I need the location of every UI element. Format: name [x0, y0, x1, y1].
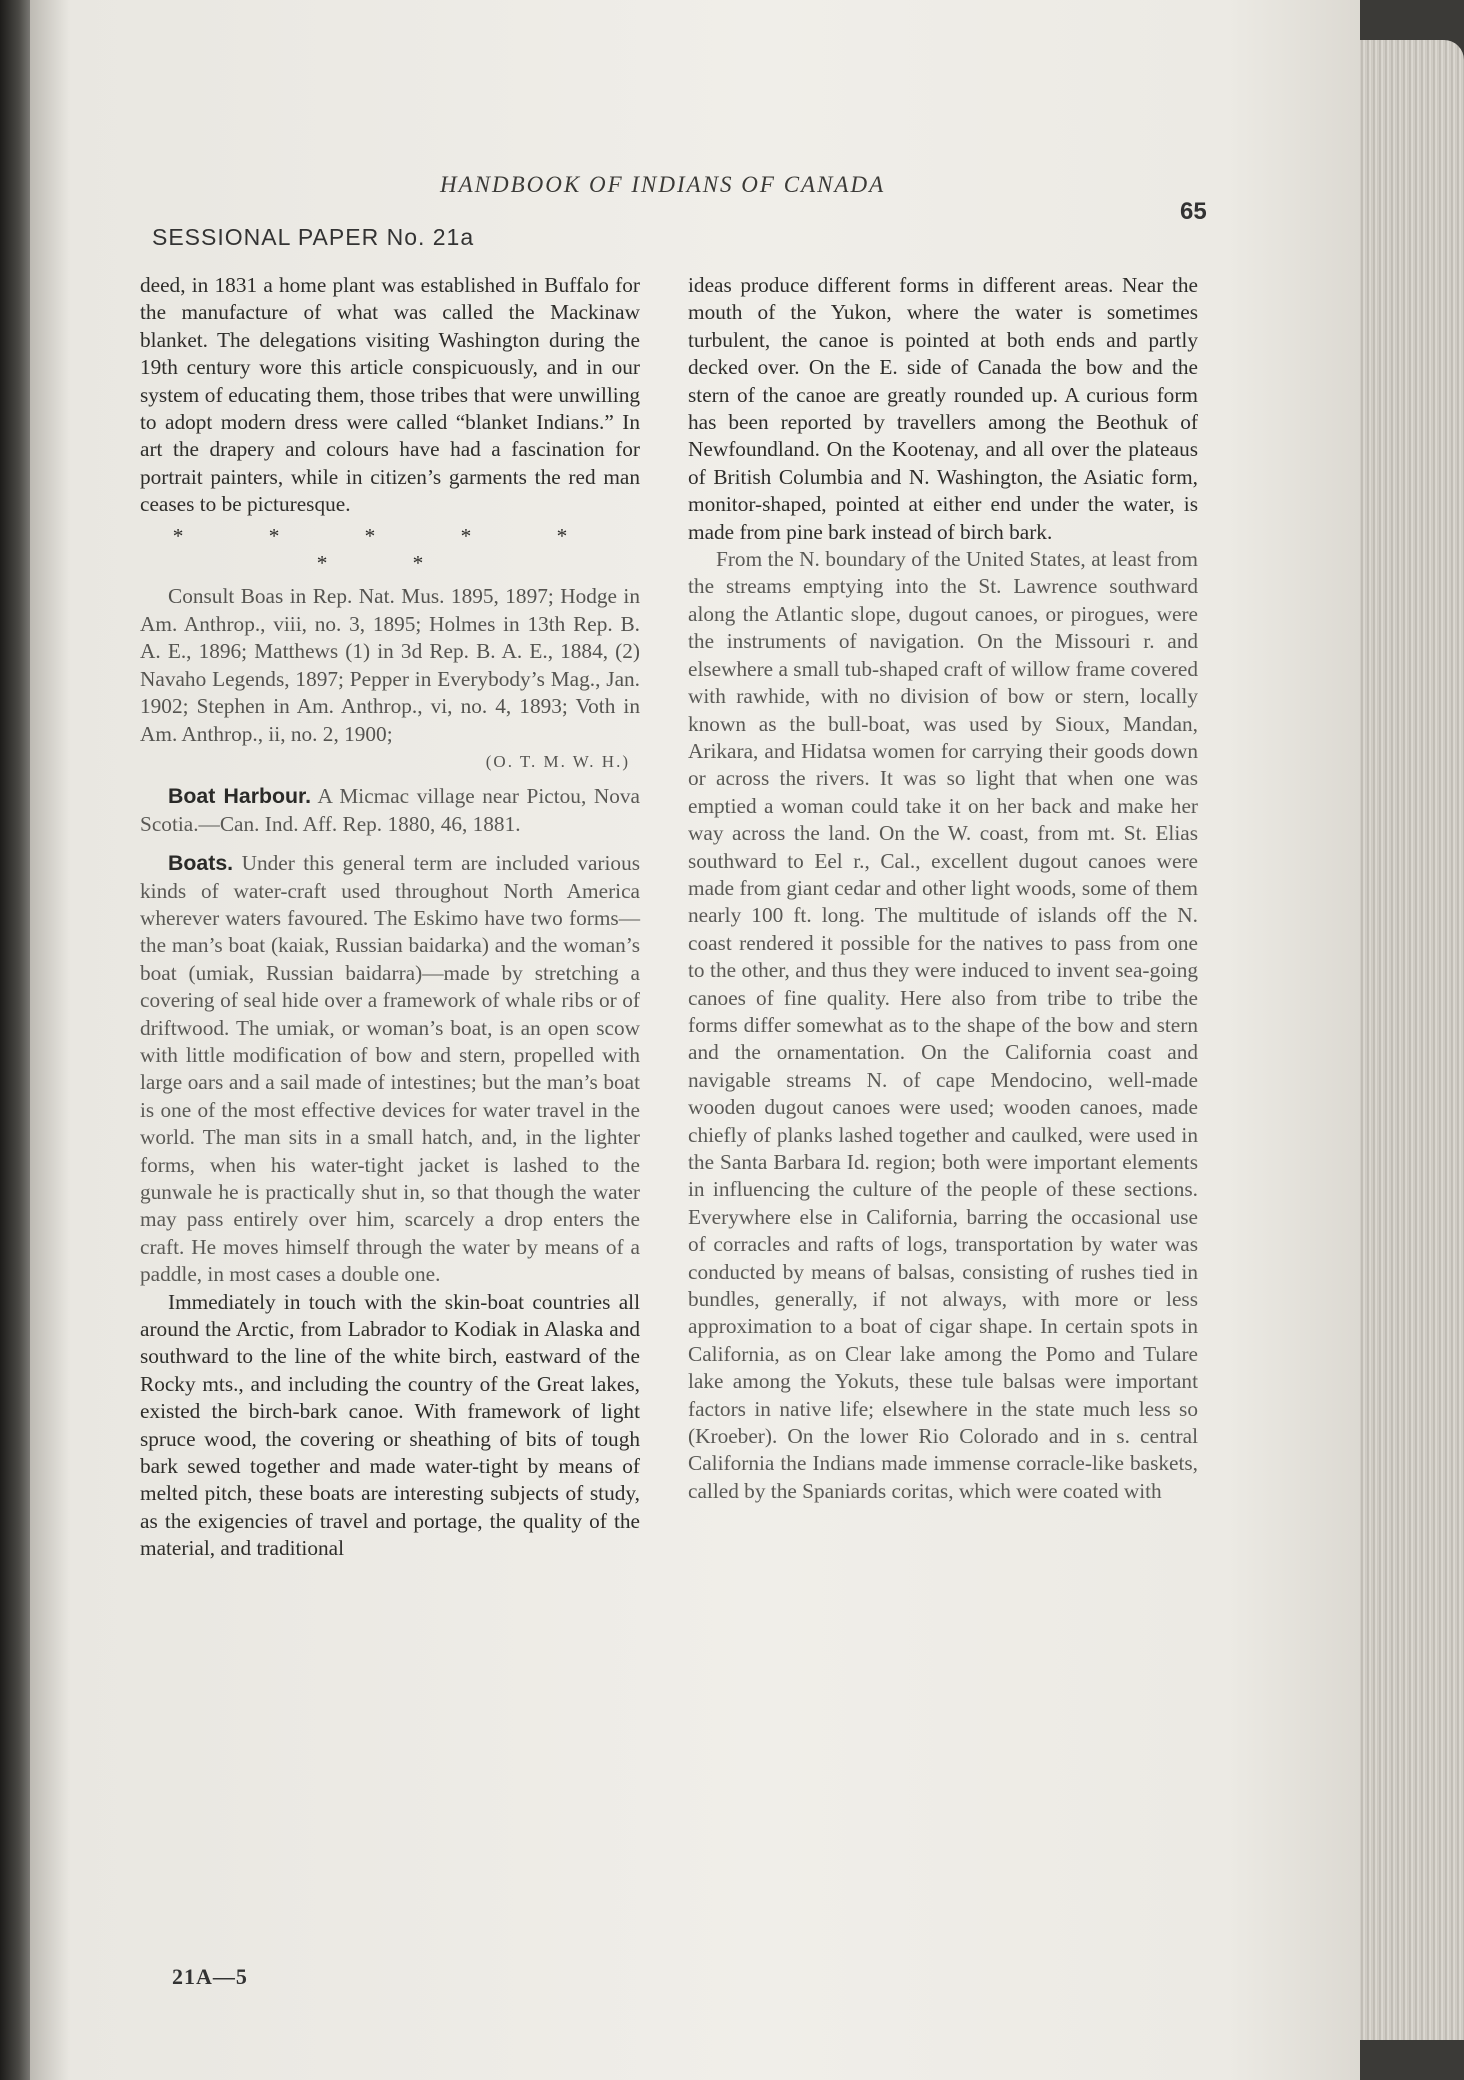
- page-number: 65: [1180, 198, 1207, 225]
- paragraph-canoe-forms: ideas produce different forms in different areas. Near the mouth of the Yukon, where the water is sometimes turbulent, the canoe is pointed at both ends and partly decked over. On the E. side of Canada the bow and the stern of the canoe are greatly rounded up. A curious form has been reported by travellers among the Beothuk of Newfoundland. On the Kootenay, and all over the plateaus of British Columbia and N. Washington, the Asiatic form, monitor-shaped, pointed at either end under the water, is made from pine bark instead of birch bark.: [688, 273, 1198, 544]
- paragraph-dugouts: From the N. boundary of the United States, at least from the streams emptying into the St. Lawrence southward along the Atlantic slope, dugout canoes, or pirogues, were the instruments of navigation. On the Missouri r. and elsewhere a small tub-shaped craft of willow frame covered with rawhide, with no division of bow or stern, locally known as the bull-boat, was used by Sioux, Mandan, Arikara, and Hidatsa women for carrying their goods down or across the rivers. It was so light that when one was emptied a woman could take it on her back and make her way across the land. On the W. coast, from mt. St. Elias southward to Eel r., Cal., excellent dugout canoes were made from giant cedar and other light woods, some of them nearly 100 ft. long. The multitude of islands off the N. coast rendered it possible for the natives to pass from one to the other, and thus they were induced to invent sea-going canoes of fine quality. Here also from tribe to tribe the forms differ somewhat as to the shape of the bow and stern and the ornamentation. On the California coast and navigable streams N. of cape Mendocino, well-made wooden dugout canoes were used; wooden canoes, made chiefly of planks lashed together and caulked, were used in the Santa Barbara Id. region; both were important elements in influencing the culture of the people of these sections. Everywhere else in California, barring the occasional use of corracles and rafts of logs, transportation by water was conducted by means of balsas, consisting of rushes tied in bundles, generally, if not always, with more or less approximation to a boat of cigar shape. In certain spots in California, as on Clear lake among the Pomo and Tulare lake among the Yokuts, these tule balsas were important factors in native life; elsewhere in the state much less so (Kroeber). On the lower Rio Colorado and in s. central California the Indians made immense corracle-like baskets, called by the Spaniards coritas, which were coated with: [688, 547, 1198, 1503]
- right-column: [688, 272, 1198, 1505]
- book-gutter: [0, 0, 34, 2080]
- entry-text: Under this general term are included various kinds of water-craft used throughout North America wherever waters favoured. The Eskimo have two forms—the man’s boat (kaiak, Russian baidarka) and the woman’s boat (umiak, Russian baidarra)—made by stretching a covering of seal hide over a framework of whale ribs or of driftwood. The umiak, or woman’s boat, is an open scow with little modification of bow and stern, propelled with large oars and a sail made of intestines; but the man’s boat is one of the most effective devices for water travel in the world. The man sits in a small hatch, and, in the lighter forms, when his water-tight jacket is lashed to the gunwale he is practically shut in, so that though the water may pass entirely over him, scarcely a drop enters the craft. He moves himself through the water by means of a paddle, in most cases a double one.: [140, 851, 641, 1287]
- entry-text: A Micmac village near Pictou, Nova Scotia.—Can. Ind. Aff. Rep. 1880, 46, 1881.: [140, 784, 640, 836]
- sessional-paper-label: SESSIONAL PAPER No. 21a: [152, 224, 475, 250]
- references-signature: (O. T. M. W. H.): [485, 751, 630, 771]
- references: Consult Boas in Rep. Nat. Mus. 1895, 1897; Hodge in Am. Anthrop., viii, no. 3, 1895; Holmes in 13th Rep. B. A. E., 1896; Matthews (1) in 3d Rep. B. A. E., 1884, (2) Navaho Legends, 1897; Pepper in Everybody’s Mag., Jan. 1902; Stephen in Am. Anthrop., vi, no. 4, 1893; Voth in Am. Anthrop., ii, no. 2, 1900;: [140, 584, 640, 746]
- entry-heading: Boat Harbour.: [168, 784, 312, 809]
- running-head: HANDBOOK OF INDIANS OF CANADA: [440, 172, 886, 197]
- section-stars: * * * * * * *: [172, 523, 608, 576]
- paragraph-blanket: deed, in 1831 a home plant was established in Buffalo for the manufacture of what was called the Mackinaw blanket. The delegations visiting Washington during the 19th century wore this article conspicuously, and in our system of educating them, those tribes that were unwilling to adopt modern dress were called “blanket Indians.” In art the drapery and colours have had a fascination for portrait painters, while in citizen’s garments the red man ceases to be picturesque.: [140, 273, 640, 517]
- paragraph-birch-bark: Immediately in touch with the skin-boat countries all around the Arctic, from Labrador to Kodiak in Alaska and southward to the line of the white birch, eastward of the Rocky mts., and including the country of the Great lakes, existed the birch-bark canoe. With framework of light spruce wood, the covering or sheathing of bits of tough bark sewed together and made water-tight by means of melted pitch, these boats are interesting subjects of study, as the exigencies of travel and portage, the quality of the material, and traditional: [140, 1289, 640, 1561]
- left-column: [140, 272, 640, 1563]
- entry-boat-harbour: [140, 783, 640, 838]
- signature-mark: 21A—5: [172, 1964, 248, 1989]
- entry-heading: Boats.: [168, 851, 234, 876]
- entry-boats: [140, 850, 640, 1289]
